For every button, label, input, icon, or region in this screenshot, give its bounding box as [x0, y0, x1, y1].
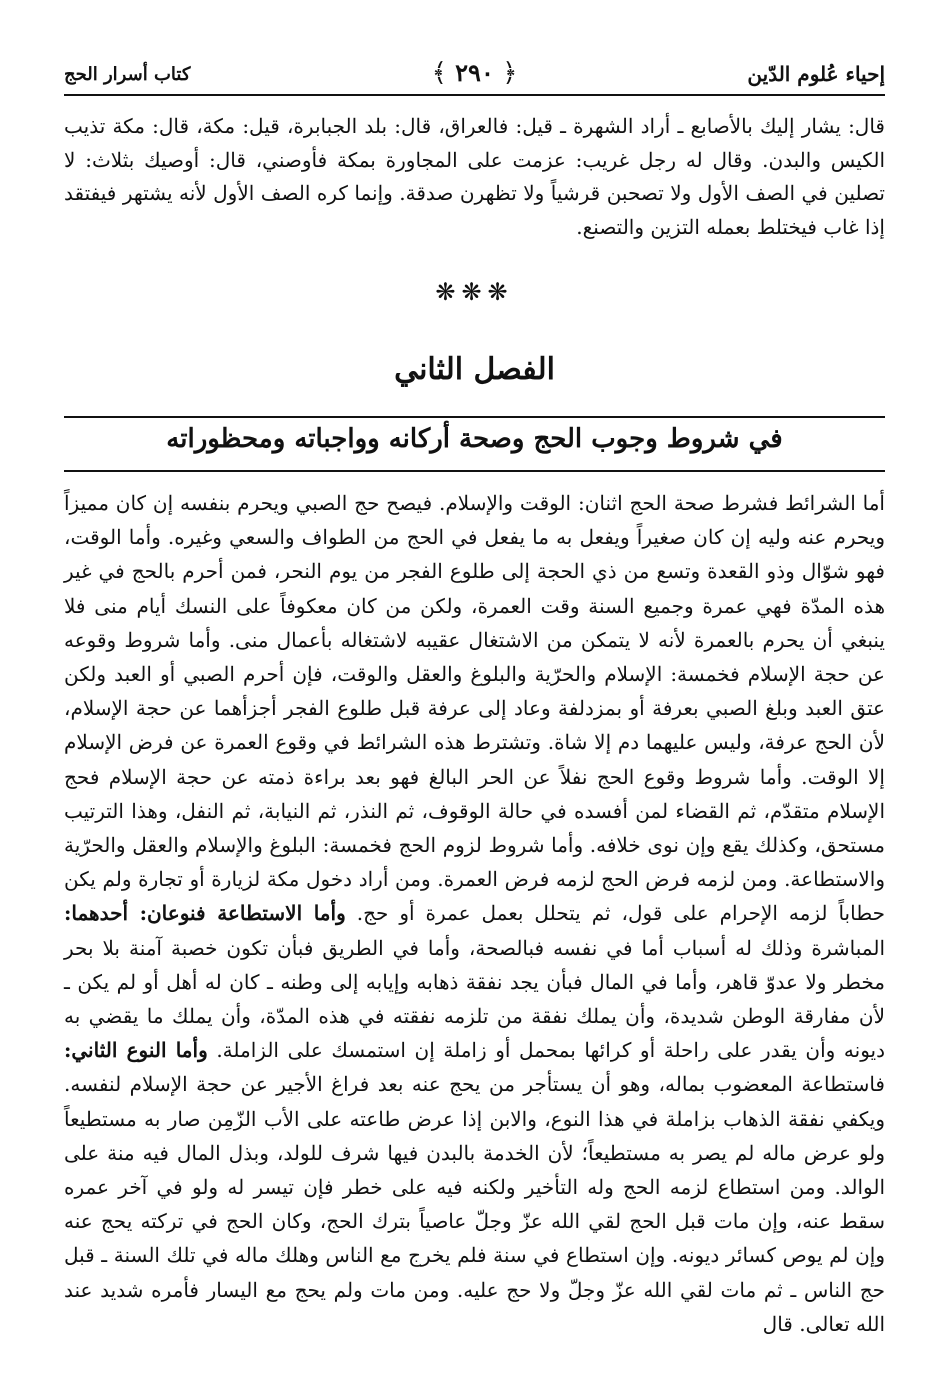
- section-title: كتاب أسرار الحج: [64, 64, 191, 85]
- body-part-3: فاستطاعة المعضوب بماله، وهو أن يستأجر من يحج عنه بعد فراغ الأجير عن حجة الإسلام لنفسه. ويكفي نفقة الذهاب بزاملة في هذا النوع، والابن إذا عرض طاعته على الأب الزّمِن صار به مستطيعاً ولو عرض ماله لم يصر به مستطيعاً؛ لأن الخدمة بالبدن فيها شرف للولد، وبذل المال فيه منة على الوالد. ومن استطاع لزمه الحج وله التأخير ولكنه فيه على خطر فإن تيسر له ولو في آخر عمره سقط عنه، وإن مات قبل الحج لقي الله عزّ وجلّ عاصياً بترك الحج، وكان الحج في تركته يحج عنه وإن لم يوص كسائر ديونه. وإن استطاع في سنة فلم يخرج مع الناس وهلك ماله في تلك السنة ـ قبل حج الناس ـ ثم مات لقي الله عزّ وجلّ ولا حج عليه. ومن مات ولم يحج مع اليسار فأمره شديد عند الله تعالى. قال: [64, 1072, 885, 1336]
- chapter-title: الفصل الثاني: [394, 352, 555, 387]
- ornament-right-icon: ﴿: [502, 58, 518, 88]
- page-number-value: ٢٩٠: [455, 58, 494, 87]
- body-part-2: المباشرة وذلك له أسباب أما في نفسه فبالصحة، وأما في الطريق فبأن تكون خصبة آمنة بلا بحر مخطر ولا عدوّ قاهر، وأما في المال فبأن يجد نفقة ذهابه وإيابه إلى وطنه ـ كان له أهل أو لم يكن ـ لأن مفارقة الوطن شديدة، وأن يملك نفقة من تلزمه نفقته في هذه المدّة، وأن يملك ما يقضي به ديونه وأن يقدر على راحلة أو كرائها بمحمل أو زاملة إن استمسك على الزاملة.: [64, 935, 886, 1063]
- running-header: [64, 52, 885, 96]
- body-text: [64, 486, 885, 1341]
- page-number: [432, 58, 518, 88]
- chapter-subtitle: في شروط وجوب الحج وصحة أركانه وواجباته ومحظوراته: [166, 424, 783, 454]
- intro-paragraph: قال: يشار إليك بالأصابع ـ أراد الشهرة ـ قيل: فالعراق، قال: بلد الجبابرة، قيل: مكة، قال: مكة تذيب الكيس والبدن. وقال له رجل غريب: عزمت على المجاورة بمكة فأوصني، قال: أوصيك بثلاث: لا تصلين في الصف الأول ولا تصحبن قرشياً ولا تظهرن صدقة. وإنما كره الصف الأول لأنه يشتهر فيفتقد إذا غاب فيختلط بعمله التزين والتصنع.: [64, 114, 885, 239]
- body-part-1: أما الشرائط فشرط صحة الحج اثنان: الوقت والإسلام. فيصح حج الصبي ويحرم بنفسه إن كان مميزاً ويحرم عنه وليه إن كان صغيراً ويفعل به ما يفعل في الحج من الطواف والسعي وغيره. وأما الوقت، فهو شوّال وذو القعدة وتسع من ذي الحجة إلى طلوع الفجر من يوم النحر، فمن أحرم بالحج في غير هذه المدّة فهي عمرة وجميع السنة وقت العمرة، ولكن من كان معكوفاً على النسك أيام منى فلا ينبغي أن يحرم بالعمرة لأنه لا يتمكن من الاشتغال عقيبه لاشتغاله بأعمال منى. وأما شروط وقوعه عن حجة الإسلام فخمسة: الإسلام والحرّية والبلوغ والعقل والوقت، فإن أحرم الصبي أو العبد ولكن عتق العبد وبلغ الصبي بعرفة أو بمزدلفة وعاد إلى عرفة قبل طلوع الفجر أجزأهما عن حجة الإسلام، لأن الحج عرفة، وليس عليهما دم إلا شاة. وتشترط هذه الشرائط في وقوع العمرة عن فرض الإسلام إلا الوقت. وأما شروط وقوع الحج نفلاً عن الحر البالغ فهو بعد براءة ذمته عن حجة الإسلام فحج الإسلام متقدّم، ثم القضاء لمن أفسده في حالة الوقوف، ثم النذر، ثم النيابة، ثم النفل، وهذا الترتيب مستحق، وكذلك يقع وإن نوى خلافه. وأما شروط لزوم الحج فخمسة: البلوغ والإسلام والعقل والحرّية والاستطاعة. ومن لزمه فرض الحج لزمه فرض العمرة. ومن أراد دخول مكة لزيارة أو تجارة ولم يكن حطاباً لزمه الإحرام على قول، ثم يتحلل بعمل عمرة أو حج.: [64, 491, 886, 926]
- section-separator: ❋❋❋: [435, 278, 514, 306]
- title-rule-top: [64, 416, 885, 418]
- body-bold-1: وأما الاستطاعة فنوعان: أحدهما:: [64, 901, 346, 926]
- ornament-left-icon: ﴾: [431, 58, 447, 88]
- body-bold-2: وأما النوع الثاني:: [64, 1038, 208, 1063]
- book-title: إحياء عُلوم الدّين: [747, 62, 885, 86]
- title-rule-bottom: [64, 470, 885, 472]
